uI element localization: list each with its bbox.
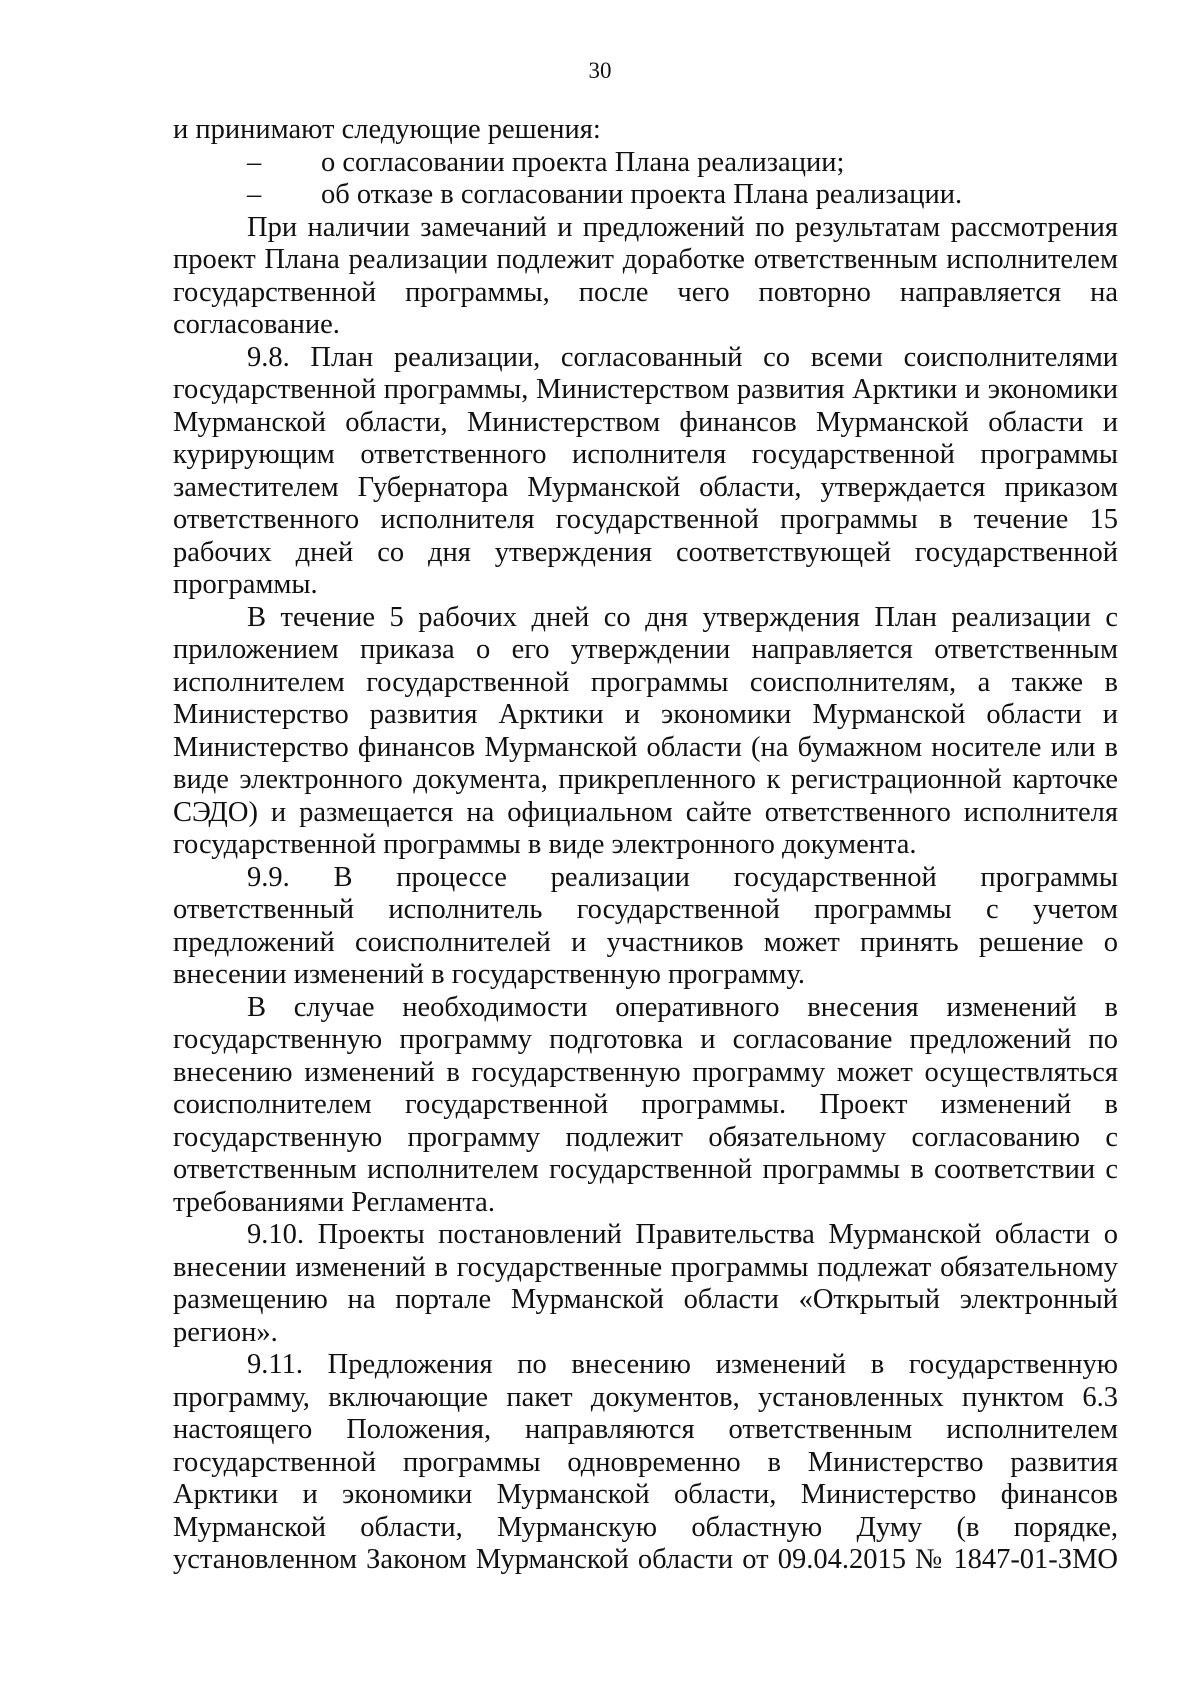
paragraph-remarks: При наличии замечаний и предложений по результатам рассмотрения проект Плана реализации подлежит доработке ответственным исполнителем государственной программы, после чего повторно направляется на согласование.	[173, 211, 1118, 340]
list-item	[173, 147, 1118, 180]
document-body	[173, 114, 1118, 1577]
list-item	[173, 179, 1118, 212]
list-item-text: о согласовании проекта Плана реализации;	[321, 146, 845, 178]
dash-marker: –	[247, 146, 262, 178]
list-item-text: об отказе в согласовании проекта Плана реализации.	[321, 179, 963, 210]
intro-line: и принимают следующие решения:	[173, 114, 601, 145]
paragraph-9-9: 9.9. В процессе реализации государственной программы ответственный исполнитель государственной программы с учетом предложений соисполнителей и участников может принять решение о внесении изменений в государственную программу.	[173, 861, 1118, 990]
paragraph-9-10: 9.10. Проекты постановлений Правительства Мурманской области о внесении изменений в государственные программы подлежат обязательному размещению на портале Мурманской области «Открытый электронный регион».	[173, 1219, 1118, 1348]
paragraph-five-days: В течение 5 рабочих дней со дня утверждения План реализации с приложением приказа о его утверждении направляется ответственным исполнителем государственной программы соисполнителям, а также в Министерство развития Арктики и экономики Мурманской области и Министерство финансов Мурманской области (на бумажном носителе или в виде электронного документа, прикрепленного к регистрационной карточке СЭДО) и размещается на официальном сайте ответственного исполнителя государственной программы в виде электронного документа.	[173, 601, 1118, 860]
paragraph-urgent-changes: В случае необходимости оперативного внесения изменений в государственную программу подготовка и согласование предложений по внесению изменений в государственную программу может осуществляться соисполнителем государственной программы. Проект изменений в государственную программу подлежит обязательному согласованию с ответственным исполнителем государственной программы в соответствии с требованиями Регламента.	[173, 991, 1118, 1218]
paragraph-9-11: 9.11. Предложения по внесению изменений в государственную программу, включающие пакет документов, установленных пунктом 6.3 настоящего Положения, направляются ответственным исполнителем государственной программы одновременно в Министерство развития Арктики и экономики Мурманской области, Министерство финансов Мурманской области, Мурманскую областную Думу (в порядке, установленном Законом Мурманской области от 09.04.2015 № 1847-01-ЗМО	[173, 1349, 1118, 1575]
paragraph-9-8: 9.8. План реализации, согласованный со всеми соисполнителями государственной программы, Министерством развития Арктики и экономики Мурманской области, Министерством финансов Мурманской области и курирующим ответственного исполнителя государственной программы заместителем Губернатора Мурманской области, утверждается приказом ответственного исполнителя государственной программы в течение 15 рабочих дней со дня утверждения соответствующей государственной программы.	[173, 341, 1118, 600]
dash-marker: –	[247, 179, 262, 210]
page-number: 30	[588, 58, 612, 83]
